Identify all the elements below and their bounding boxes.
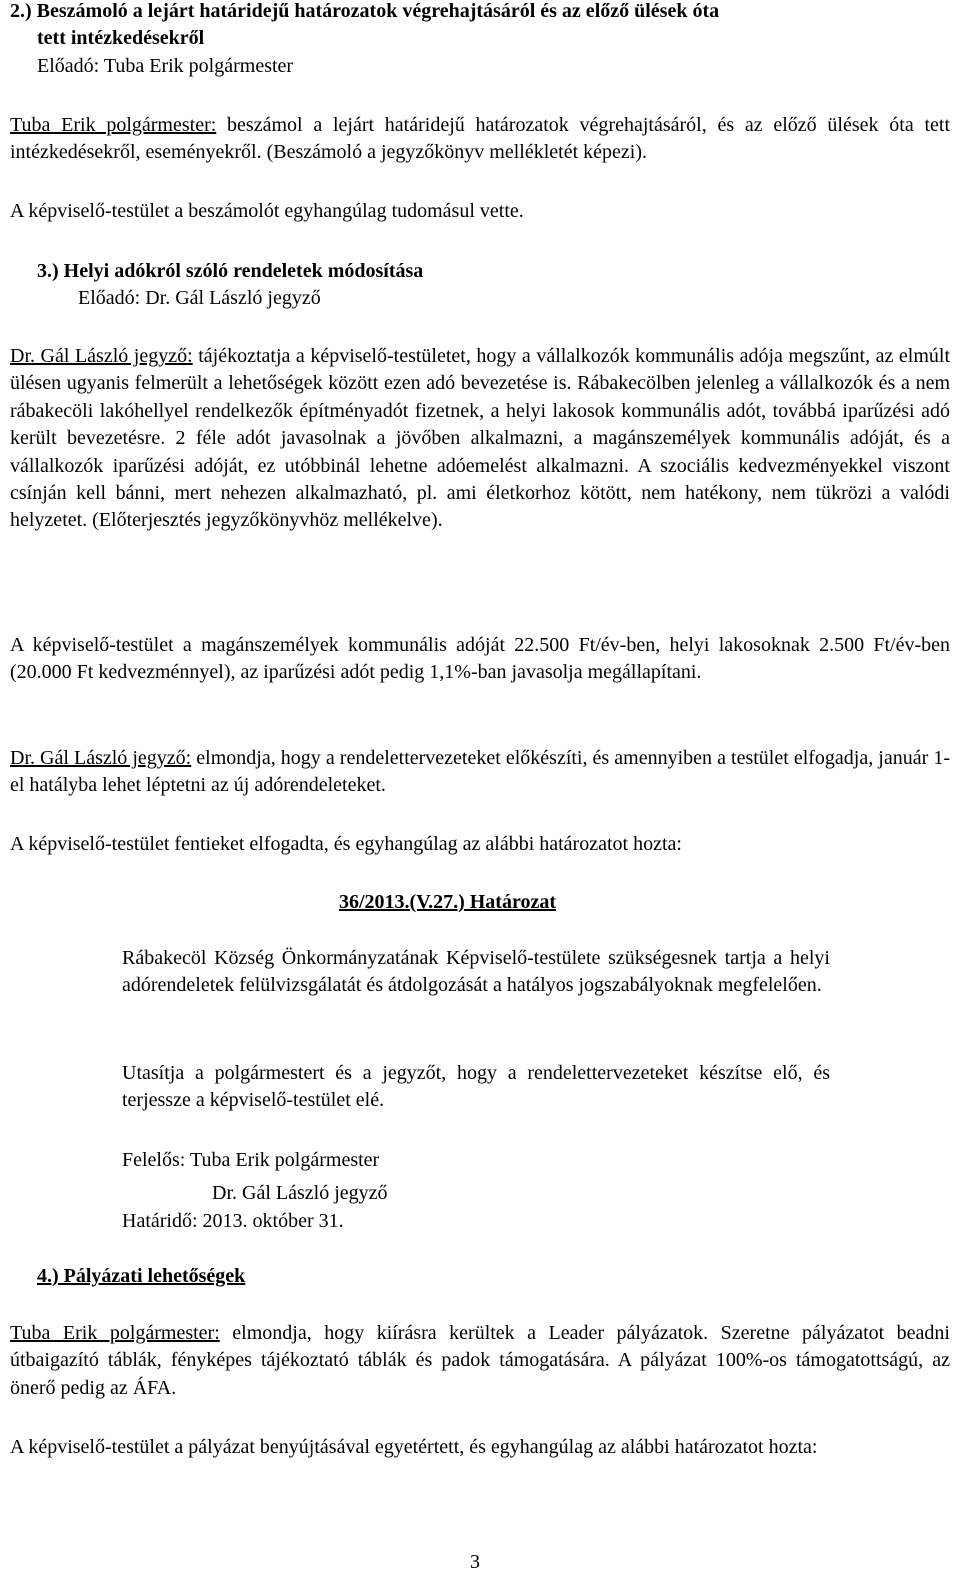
item3-heading: 3.) Helyi adókról szóló rendeletek módosítása xyxy=(37,260,424,282)
resolution-title: 36/2013.(V.27.) Határozat xyxy=(339,891,557,913)
resolution-responsible-1: Felelős: Tuba Erik polgármester xyxy=(122,1149,380,1171)
item2-heading xyxy=(10,0,960,53)
item4-speaker: Tuba Erik polgármester: xyxy=(10,1322,220,1344)
item4-heading-text: 4.) Pályázati lehetőségek xyxy=(37,1265,246,1287)
item3-speaker1: Dr. Gál László jegyző: xyxy=(10,345,193,367)
resolution-paragraph-2: Utasítja a polgármestert és a jegyzőt, hogy a rendelettervezeteket készítse elő, és terjessze a képviselő-testület elé. xyxy=(122,1062,830,1112)
item2-heading-line1: 2.) Beszámoló a lejárt határidejű határozatok végrehajtásáról és az előző ülések óta xyxy=(10,0,720,22)
item3-speech1-text: tájékoztatja a képviselő-testületet, hogy a vállalkozók kommunális adója megszűnt, az elmúlt ülésen ugyanis felmerült a lehetőségek között ezen adó bevezetése is. Rábakecölben jelenleg a vállalkozók és a nem rábakecöli lakóhellyel rendelkezők építményadót fizetnek, a helyi lakosok kommunális adót, továbbá iparűzési adó került bevezetésre. 2 féle adót javasolnak a jövőben alkalmazni, a magánszemélyek kommunális adóját, és a vállalkozók iparűzési adóját, ez utóbbinál lehetne adóemelést alkalmazni. A szociális kedvezményekkel viszont csínján kell bánni, mert nehezen alkalmazható, pl. ami életkorhoz kötött, nem hatékony, nem tükrözi a valódi helyzetet. (Előterjesztés jegyzőkönyvhöz mellékelve). xyxy=(10,345,951,532)
item2-presenter: Előadó: Tuba Erik polgármester xyxy=(37,55,294,77)
resolution-deadline: Határidő: 2013. október 31. xyxy=(122,1210,344,1232)
resolution-responsible-2: Dr. Gál László jegyző xyxy=(212,1182,388,1204)
page-number: 3 xyxy=(470,1551,480,1573)
item2-decision: A képviselő-testület a beszámolót egyhangúlag tudomásul vette. xyxy=(10,200,524,222)
item3-proposal: A képviselő-testület a magánszemélyek kommunális adóját 22.500 Ft/év-ben, helyi lakosoknak 2.500 Ft/év-ben (20.000 Ft kedvezménnyel), az iparűzési adót pedig 1,1%-ban javasolja megállapítani. xyxy=(10,634,950,684)
item2-speaker: Tuba Erik polgármester: xyxy=(10,114,217,136)
item4-speech-text: elmondja, hogy kiírásra kerültek a Leader pályázatok. Szeretne pályázatot beadni útbaigazító táblák, fényképes tájékoztató táblák és padok támogatására. A pályázat 100%-os támogatottságú, az önerő pedig az ÁFA. xyxy=(10,1322,950,1399)
resolution-paragraph-1: Rábakecöl Község Önkormányzatának Képviselő-testülete szükségesnek tartja a helyi adórendeletek felülvizsgálatát és átdolgozását a hatályos jogszabályoknak megfelelően. xyxy=(122,947,830,997)
item4-decision: A képviselő-testület a pályázat benyújtásával egyetértett, és egyhangúlag az alábbi határozatot hozta: xyxy=(10,1436,818,1458)
item3-adopted: A képviselő-testület fentieket elfogadta, és egyhangúlag az alábbi határozatot hozta: xyxy=(10,833,682,855)
item3-speaker2: Dr. Gál László jegyző: xyxy=(10,747,192,769)
item3-speech2-text: elmondja, hogy a rendelettervezeteket előkészíti, és amennyiben a testület elfogadja, január 1-el hatályba lehet léptetni az új adórendeleteket. xyxy=(10,747,950,797)
item2-heading-line2: tett intézkedésekről xyxy=(37,27,205,50)
item4-speech xyxy=(10,1320,950,1402)
item2-speech-text: beszámol a lejárt határidejű határozatok végrehajtásáról, és az előző ülések óta tett intézkedésekről, eseményekről. (Beszámoló a jegyzőkönyv mellékletét képezi). xyxy=(10,114,950,164)
item3-presenter: Előadó: Dr. Gál László jegyző xyxy=(78,287,321,309)
item2-speech xyxy=(10,112,950,167)
item3-speech1 xyxy=(10,343,950,535)
item3-speech2 xyxy=(10,745,950,800)
item4-heading xyxy=(37,1263,960,1290)
